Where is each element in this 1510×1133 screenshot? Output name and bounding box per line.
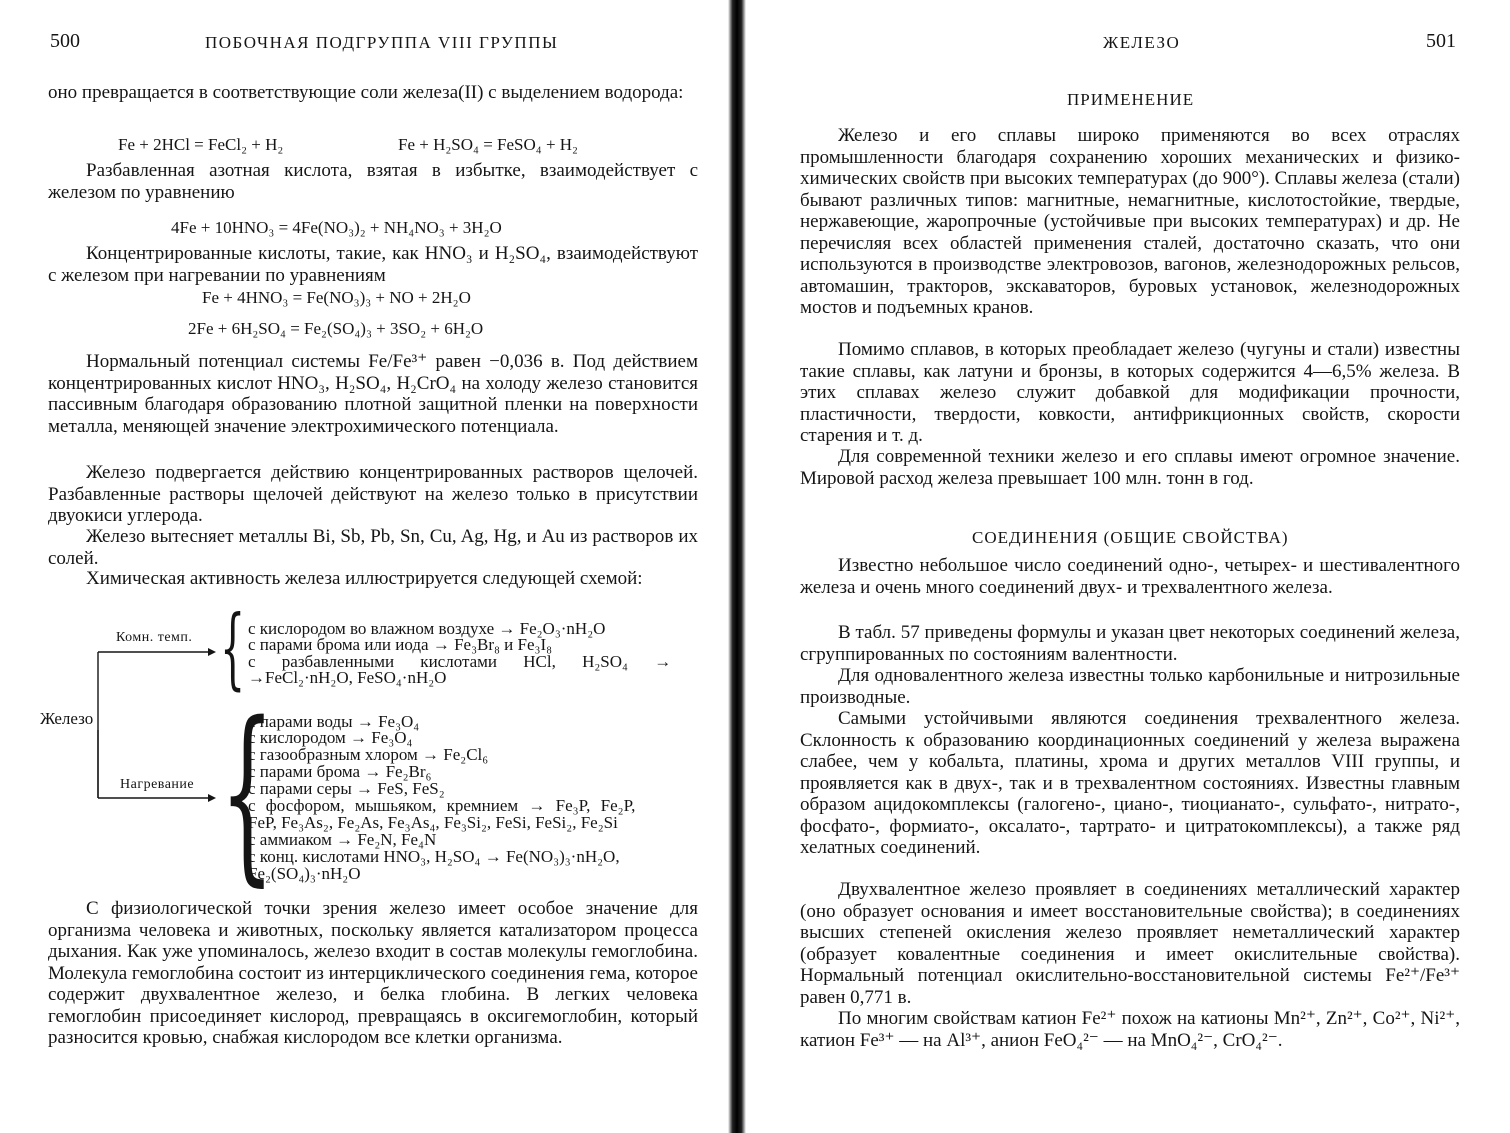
paragraph: Разбавленная азотная кислота, взятая в избытке, взаимодействует с железом по уравнению	[48, 160, 698, 203]
paragraph: Концентрированные кислоты, такие, как HNO₃ и H₂SO₄, взаимодействуют с железом при нагревании по уравнениям	[48, 243, 698, 286]
equation: 4Fe + 10HNO₃ = 4Fe(NO₃)₂ + NH₄NO₃ + 3H₂O	[171, 218, 502, 237]
scheme-item: с аммиаком → Fe₂N, Fe₄N	[248, 830, 437, 849]
scheme-item: с парами брома или иода → Fe₃Br₈ и Fe₃I₈	[248, 635, 553, 654]
paragraph: С физиологической точки зрения железо имеет особое значение для организма человека и животных, поскольку является катализатором процесса дыхания. Как уже упоминалось, железо входит в состав молекулы гемоглобина. Молекула гемоглобина состоит из интерциклического соединения гема, которое содержит двухвалентное железо, и белка глобина. В легких человека гемоглобин присоединяет кислород, превращаясь в оксигемоглобин, который разносится кровью, снабжая кислородом все клетки организма.	[48, 898, 698, 1048]
scheme-item: с кислородом → Fe₃O₄	[248, 728, 413, 747]
paragraph: Для современной техники железо и его сплавы имеют огромное значение. Мировой расход железа превышает 100 млн. тонн в год.	[800, 446, 1460, 489]
brace: {	[220, 596, 246, 699]
scheme-item: с газообразным хлором → Fe₂Cl₆	[248, 745, 489, 764]
paragraph: В табл. 57 приведены формулы и указан цвет некоторых соединений железа, сгруппированных по состояниям валентности.	[800, 622, 1460, 665]
scheme-item: с разбавленными кислотами HCl, H₂SO₄ →	[248, 652, 672, 671]
scheme-item: FeP, Fe₃As₂, Fe₂As, Fe₃As₄, Fe₃Si₂, FeSi, FeSi₂, Fe₂Si	[248, 813, 618, 832]
running-head: ПОБОЧНАЯ ПОДГРУППА VIII ГРУППЫ	[205, 33, 559, 52]
equation: 2Fe + 6H₂SO₄ = Fe₂(SO₄)₃ + 3SO₂ + 6H₂O	[188, 319, 484, 338]
scheme-connector-lines	[40, 610, 220, 890]
scheme-root: Железо	[40, 709, 94, 728]
paragraph: Нормальный потенциал системы Fe/Fe³⁺ равен −0,036 в. Под действием концентрированных кислот HNO₃, H₂SO₄, H₂CrO₄ на холоду железо становится пассивным благодаря образованию плотной защитной пленки на поверхности металла, меняющей значение электрохимического потенциала.	[48, 351, 698, 437]
branch-label-heating: Нагревание	[120, 777, 195, 792]
scheme-item: с парами серы → FeS, FeS₂	[248, 779, 445, 798]
paragraph: По многим свойствам катион Fe²⁺ похож на катионы Mn²⁺, Zn²⁺, Co²⁺, Ni²⁺, катион Fe³⁺ — на Al³⁺, анион FeO₄²⁻ — на MnO₄²⁻, CrO₄²⁻.	[800, 1008, 1460, 1051]
paragraph: Известно небольшое число соединений одно-, четырех- и шестивалентного железа и очень много соединений двух- и трехвалентного железа.	[800, 555, 1460, 598]
scheme-item: с парами воды → Fe₃O₄	[248, 712, 420, 731]
reaction-scheme	[40, 596, 700, 903]
paragraph: Железо вытесняет металлы Bi, Sb, Pb, Sn, Cu, Ag, Hg, и Au из растворов их солей.	[48, 526, 698, 569]
running-head: ЖЕЛЕЗО	[1103, 33, 1181, 52]
paragraph: Железо подвергается действию концентрированных растворов щелочей. Разбавленные растворы щелочей действуют на железо только в присутствии двуокиси углерода.	[48, 462, 698, 526]
paragraph: Химическая активность железа иллюстрируется следующей схемой:	[86, 568, 643, 589]
paragraph: Железо и его сплавы широко применяются во всех отраслях промышленности благодаря сохранению хороших механических и физико-химических свойств при высоких температурах (до 900°). Сплавы железа (стали) бывают различных типов: магнитные, немагнитные, кислотостойкие, твердые, нержавеющие, жаропрочные (устойчивые при высоких температурах) и др. Не перечисляя всех областей применения сталей, достаточно сказать, что они используются в производстве электровозов, вагонов, железнодорожных рельсов, автомашин, тракторов, экскаваторов, буровых установок, железнодорожных мостов и подъемных кранов.	[800, 125, 1460, 318]
section-title: ПРИМЕНЕНИЕ	[1067, 90, 1195, 109]
scheme-item: с кислородом во влажном воздухе → Fe₂O₃·nH₂O	[248, 619, 606, 638]
paragraph: оно превращается в соответствующие соли железа(II) с выделением водорода:	[48, 82, 684, 103]
page-number: 500	[50, 30, 80, 52]
paragraph: Для одновалентного железа известны только карбонильные и нитрозильные производные.	[800, 665, 1460, 708]
equation: Fe + H₂SO₄ = FeSO₄ + H₂	[398, 135, 578, 154]
paragraph: Помимо сплавов, в которых преобладает железо (чугуны и стали) известны такие сплавы, как латуни и бронзы, в которых содержится 4—6,5% железа. В этих сплавах железо служит добавкой для модификации прочности, пластичности, твердости, ковкости, антифрикционных свойств, скорости старения и т. д.	[800, 339, 1460, 446]
paragraph: Двухвалентное железо проявляет в соединениях металлический характер (оно образует основания и имеет восстановительные свойства); в соединениях высших степеней окисления железо проявляет неметаллический характер (образует ковалентные соединения и имеет окислительные свойства). Нормальный потенциал окислительно-восстановительной системы Fe²⁺/Fe³⁺ равен 0,771 в.	[800, 879, 1460, 1008]
scheme-item: с конц. кислотами HNO₃, H₂SO₄ → Fe(NO₃)₃·nH₂O,	[248, 847, 620, 866]
branch-label-room-temp: Комн. темп.	[116, 630, 193, 645]
section-title: СОЕДИНЕНИЯ (ОБЩИЕ СВОЙСТВА)	[972, 528, 1289, 547]
page-number: 501	[1426, 30, 1456, 52]
equation: Fe + 2HCl = FeCl₂ + H₂	[118, 135, 284, 154]
brace: {	[220, 682, 275, 903]
scheme-item: с парами брома → Fe₂Br₆	[248, 762, 432, 781]
scheme-item: →FeCl₂·nH₂O, FeSO₄·nH₂O	[248, 668, 447, 687]
book-spine	[728, 0, 746, 1133]
equation: Fe + 4HNO₃ = Fe(NO₃)₃ + NO + 2H₂O	[202, 288, 471, 307]
scheme-item: Fe₂(SO₄)₃·nH₂O	[248, 864, 361, 883]
scheme-item: с фосфором, мышьяком, кремнием → Fe₃P, Fe₂P,	[248, 796, 636, 815]
paragraph: Самыми устойчивыми являются соединения трехвалентного железа. Склонность к образованию координационных соединений у железа выражена слабее, чем у кобальта, платины, хрома и других металлов VIII группы, и проявляется как в двух-, так и в трехвалентном состояниях. Известны главным образом ацидокомплексы (галогено-, циано-, тиоцианато-, сульфато-, нитрато-, фосфато-, формиато-, оксалато-, тартрато- и цитратокомплексы), а также ряд хелатных соединений.	[800, 708, 1460, 858]
